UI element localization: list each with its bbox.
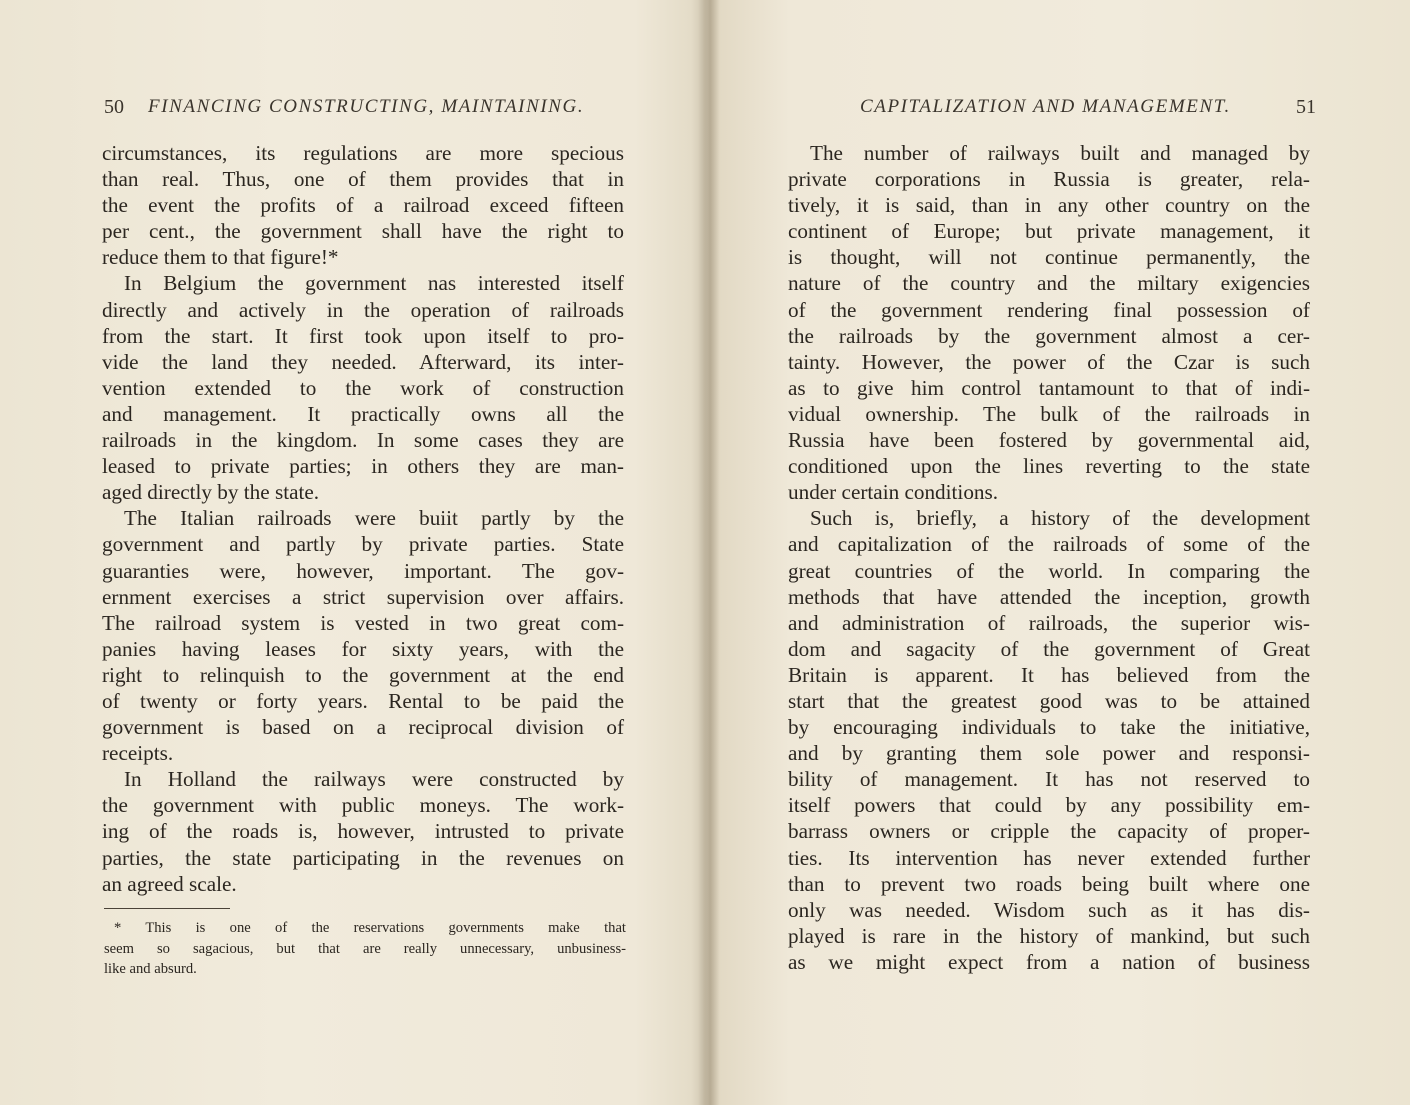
text-line: The Italian railroads were buiit partly by the [124,506,624,531]
footnote-divider [104,908,230,909]
right-body-text [788,140,1310,975]
text-line: by encouraging individuals to take the initiative, [788,715,1310,740]
text-line: nature of the country and the miltary exigencies [788,271,1310,296]
text-line: panies having leases for sixty years, with the [102,636,624,661]
text-line: the government with public moneys. The work- [102,793,624,818]
text-line: itself powers that could by any possibility em- [788,793,1310,818]
right-page-number: 51 [1296,96,1316,118]
text-line: Russia have been fostered by governmental aid, [788,428,1310,453]
footnote-line: like and absurd. [104,961,197,977]
text-line: is thought, will not continue permanently, the [788,245,1310,270]
text-line: methods that have attended the inception, growth [788,584,1310,609]
text-line: start that the greatest good was to be attained [788,688,1310,713]
text-line: The number of railways built and managed by [810,141,1310,165]
text-line: circumstances, its regulations are more specious [102,141,624,165]
text-line: leased to private parties; in others they are man- [102,454,624,479]
text-line: ing of the roads is, however, intrusted to private [102,819,624,844]
left-body-text [102,140,624,897]
text-line: ties. Its intervention has never extended further [788,845,1310,870]
text-line: than real. Thus, one of them provides that in [102,167,624,192]
left-page-number: 50 [104,96,124,118]
text-line: played is rare in the history of mankind, but such [788,923,1310,948]
text-line: guaranties were, however, important. The gov- [102,558,624,583]
footnote [104,918,626,980]
text-line: and management. It practically owns all the [102,401,624,426]
text-line: reduce them to that figure!* [102,245,339,270]
right-page [710,0,1410,1105]
text-line: tively, it is said, than in any other country on the [788,193,1310,218]
text-line: per cent., the government shall have the right to [102,219,624,244]
text-line: as to give him control tantamount to that of indi- [788,375,1310,400]
text-line: private corporations in Russia is greater, rela- [788,167,1310,192]
text-line: barrass owners or cripple the capacity of proper- [788,819,1310,844]
text-line: and administration of railroads, the superior wis- [788,610,1310,635]
text-line: Such is, briefly, a history of the development [810,506,1310,531]
text-line: parties, the state participating in the revenues on [102,845,624,870]
text-line: of twenty or forty years. Rental to be paid the [102,688,624,713]
text-line: continent of Europe; but private management, it [788,219,1310,244]
text-line: from the start. It first took upon itself to pro- [102,323,624,348]
text-line: government is based on a reciprocal division of [102,715,624,740]
text-line: vide the land they needed. Afterward, its inter- [102,349,624,374]
text-line: an agreed scale. [102,871,237,896]
text-line: and by granting them sole power and responsi- [788,741,1310,766]
right-running-head [858,96,1316,122]
text-line: as we might expect from a nation of business [788,949,1310,974]
text-line: receipts. [102,741,174,766]
text-line: right to relinquish to the government at the end [102,662,624,687]
text-line: than to prevent two roads being built where one [788,871,1310,896]
text-line: of the government rendering final possession of [788,297,1310,322]
right-running-title: CAPITALIZATION AND MANAGEMENT. [860,96,1231,117]
text-line: under certain conditions. [788,480,999,505]
text-line: and capitalization of the railroads of some of the [788,532,1310,557]
text-line: The railroad system is vested in two great com- [102,610,624,635]
footnote-line: seem so sagacious, but that are really unnecessary, unbusiness- [104,940,626,957]
left-running-title: FINANCING CONSTRUCTING, MAINTAINING. [148,96,585,117]
text-line: In Belgium the government nas interested itself [124,271,624,296]
text-line: vidual ownership. The bulk of the railroads in [788,401,1310,426]
text-line: Britain is apparent. It has believed from the [788,662,1310,687]
text-line: aged directly by the state. [102,480,320,505]
left-running-head [104,96,624,122]
text-line: the railroads by the government almost a cer- [788,323,1310,348]
text-line: the event the profits of a railroad exceed fifteen [102,193,624,218]
footnote-line: * This is one of the reservations governments make that [114,920,626,936]
text-line: dom and sagacity of the government of Great [788,636,1310,661]
text-line: conditioned upon the lines reverting to the state [788,454,1310,479]
text-line: only was needed. Wisdom such as it has dis- [788,897,1310,922]
text-line: ernment exercises a strict supervision over affairs. [102,584,624,609]
text-line: tainty. However, the power of the Czar is such [788,349,1310,374]
text-line: directly and actively in the operation of railroads [102,297,624,322]
text-line: railroads in the kingdom. In some cases they are [102,428,624,453]
text-line: vention extended to the work of construction [102,375,624,400]
text-line: government and partly by private parties. State [102,532,624,557]
text-line: In Holland the railways were constructed by [124,767,624,792]
text-line: great countries of the world. In comparing the [788,558,1310,583]
left-page [0,0,700,1105]
text-line: bility of management. It has not reserved to [788,767,1310,792]
